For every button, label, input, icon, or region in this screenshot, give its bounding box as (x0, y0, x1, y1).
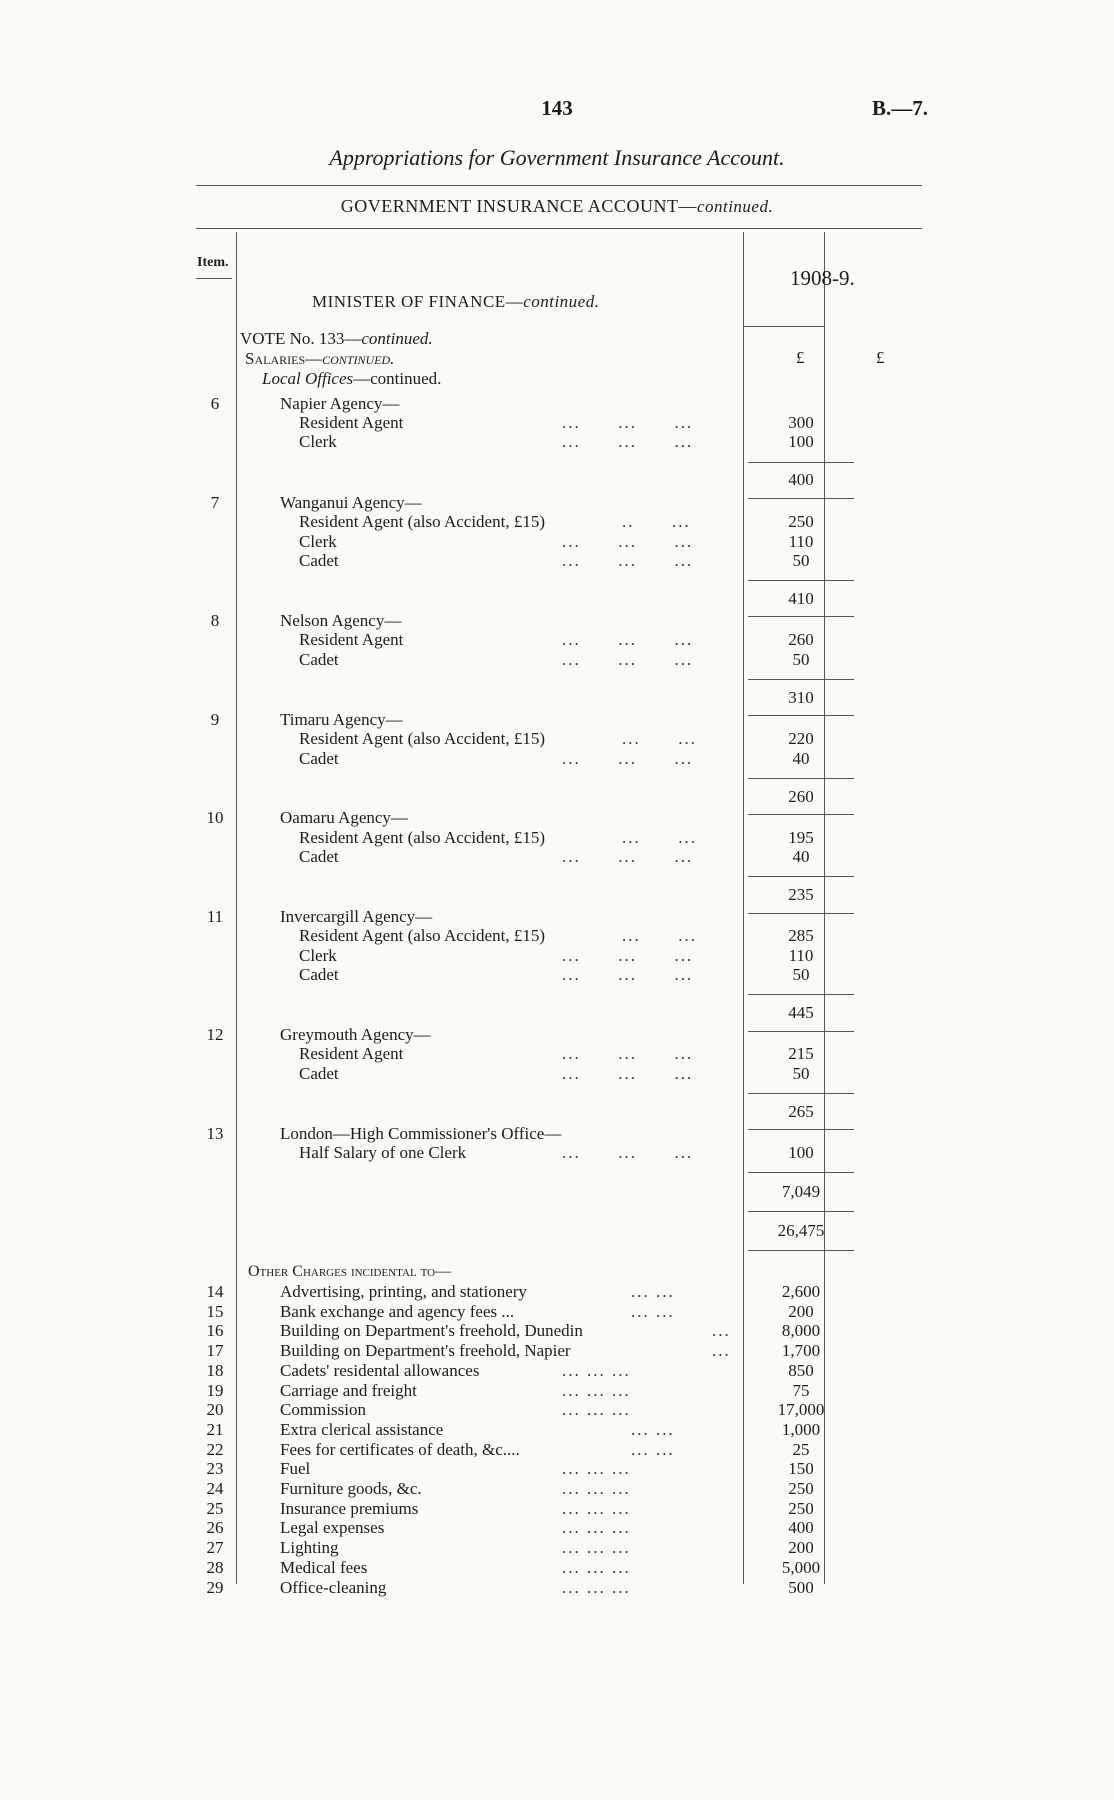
leader-dots: ... ... ... (562, 965, 694, 984)
leader-dots: ... ... ... (562, 1361, 631, 1380)
leader-dots: ... (712, 1321, 731, 1340)
minister-heading (312, 292, 599, 312)
charge-label: Carriage and freight (280, 1381, 417, 1400)
agency-total: 265 (788, 1102, 814, 1121)
charge-label: Cadets' residental allowances (280, 1361, 480, 1380)
fiscal-year-header: 1908-9. (790, 266, 855, 290)
item-number: 12 (206, 1025, 224, 1044)
leader-dots: ... ... ... (562, 946, 694, 965)
line-label: Clerk (299, 532, 337, 551)
line-label: Resident Agent (299, 413, 404, 432)
leader-dots: ... ... ... (562, 630, 694, 649)
subtotal-rule (748, 814, 854, 815)
charge-label: Fees for certificates of death, &c.... (280, 1440, 520, 1459)
charge-amount: 75 (792, 1381, 810, 1400)
charge-label: Fuel (280, 1459, 311, 1478)
subtotal-rule (748, 1172, 854, 1173)
charge-label: Legal expenses (280, 1518, 385, 1537)
leader-dots: ... ... ... (562, 1459, 631, 1478)
section-title-continued: continued. (696, 197, 774, 216)
item-number: 17 (206, 1341, 224, 1360)
agency-total: 260 (788, 787, 814, 806)
item-column-header: Item. (197, 255, 229, 270)
leader-dots: ... ... ... (562, 1518, 631, 1537)
charge-amount: 200 (788, 1302, 814, 1321)
line-label: Cadet (299, 1064, 339, 1083)
line-label: Resident Agent (also Accident, £15) (299, 926, 545, 945)
agency-total: 310 (788, 688, 814, 707)
leader-dots: ... ... ... (562, 432, 694, 451)
charge-amount: 250 (788, 1479, 814, 1498)
agency-title: Oamaru Agency— (280, 808, 408, 827)
item-number: 14 (206, 1282, 224, 1301)
line-amount: 100 (788, 432, 814, 451)
charge-label: Insurance premiums (280, 1499, 419, 1518)
leader-dots: ... ... ... (562, 1044, 694, 1063)
minister-heading-main: MINISTER OF FINANCE— (312, 292, 524, 311)
charge-amount: 5,000 (781, 1558, 821, 1577)
line-label: Cadet (299, 551, 339, 570)
page-title: Appropriations for Government Insurance Account. (329, 145, 785, 170)
agency-title: Greymouth Agency— (280, 1025, 431, 1044)
line-label: Resident Agent (also Accident, £15) (299, 512, 545, 531)
vote-heading (240, 329, 433, 349)
leader-dots: ... ... ... (562, 1538, 631, 1557)
agency-total: 235 (788, 885, 814, 904)
total-rule (748, 1250, 854, 1251)
charge-label: Advertising, printing, and stationery (280, 1282, 527, 1301)
section-title-main: GOVERNMENT INSURANCE ACCOUNT— (340, 196, 697, 216)
charge-amount: 17,000 (777, 1400, 825, 1419)
line-label: Clerk (299, 432, 337, 451)
charge-amount: 2,600 (781, 1282, 821, 1301)
line-label: Resident Agent (299, 630, 404, 649)
item-number: 28 (206, 1558, 224, 1577)
year-header-rule (743, 326, 824, 327)
charge-amount: 850 (788, 1361, 814, 1380)
line-label: Resident Agent (299, 1044, 404, 1063)
line-amount: 50 (792, 551, 810, 570)
leader-dots: ... ... ... (562, 1558, 631, 1577)
leader-dots: ... ... ... (562, 1578, 631, 1597)
local-offices-total: 7,049 (781, 1182, 821, 1201)
local-offices-heading (262, 369, 441, 389)
subtotal-rule (748, 580, 854, 581)
line-amount: 40 (792, 749, 810, 768)
line-amount: 285 (788, 926, 814, 945)
item-number: 8 (210, 611, 220, 630)
subtotal-rule (748, 913, 854, 914)
leader-dots: ... ... (622, 828, 697, 847)
item-number: 6 (210, 394, 220, 413)
title-rule (196, 185, 922, 186)
item-number: 22 (206, 1440, 224, 1459)
salaries-heading-continued: continued. (322, 349, 395, 368)
item-number: 10 (206, 808, 224, 827)
local-offices-heading-main: Local Offices (262, 369, 354, 388)
agency-title: Invercargill Agency— (280, 907, 433, 926)
agency-total: 410 (788, 589, 814, 608)
line-amount: 195 (788, 828, 814, 847)
salaries-total: 26,475 (777, 1221, 825, 1240)
item-number: 18 (206, 1361, 224, 1380)
item-number: 13 (206, 1124, 224, 1143)
agency-total: 400 (788, 470, 814, 489)
charge-amount: 8,000 (781, 1321, 821, 1340)
agency-total: 445 (788, 1003, 814, 1022)
total-rule (748, 1211, 854, 1212)
minister-heading-continued: continued. (523, 292, 600, 311)
line-amount: 50 (792, 1064, 810, 1083)
line-label: Resident Agent (also Accident, £15) (299, 729, 545, 748)
charge-label: Building on Department's freehold, Napier (280, 1341, 571, 1360)
charge-label: Commission (280, 1400, 366, 1419)
leader-dots: ... ... ... (562, 650, 694, 669)
item-number: 24 (206, 1479, 224, 1498)
vote-heading-continued: continued. (361, 329, 433, 348)
leader-dots: ... ... ... (562, 1479, 631, 1498)
subtotal-rule (748, 679, 854, 680)
leader-dots: ... ... ... (562, 749, 694, 768)
salaries-heading-main: Salaries— (245, 349, 323, 368)
leader-dots: ... ... (622, 926, 697, 945)
section-title (0, 196, 1114, 217)
item-number: 29 (206, 1578, 224, 1597)
line-label: Half Salary of one Clerk (299, 1143, 467, 1162)
item-number: 26 (206, 1518, 224, 1537)
item-number: 25 (206, 1499, 224, 1518)
item-number: 15 (206, 1302, 224, 1321)
charge-label: Extra clerical assistance (280, 1420, 444, 1439)
leader-dots: ... ... ... (562, 847, 694, 866)
charge-amount: 250 (788, 1499, 814, 1518)
leader-dots: ... ... (631, 1440, 675, 1459)
line-label: Clerk (299, 946, 337, 965)
line-amount: 100 (788, 1143, 814, 1162)
subtotal-rule (748, 778, 854, 779)
line-amount: 40 (792, 847, 810, 866)
subtotal-rule (748, 1031, 854, 1032)
line-amount: 215 (788, 1044, 814, 1063)
agency-title: Nelson Agency— (280, 611, 402, 630)
amount-column-left-divider (743, 232, 744, 1584)
other-charges-heading: Other Charges incidental to— (248, 1263, 452, 1280)
line-amount: 50 (792, 965, 810, 984)
charge-amount: 1,700 (781, 1341, 821, 1360)
leader-dots: ... ... (622, 729, 697, 748)
pound-symbol-column-2: £ (876, 348, 885, 367)
item-number: 19 (206, 1381, 224, 1400)
line-label: Cadet (299, 749, 339, 768)
subtotal-rule (748, 994, 854, 995)
subtotal-rule (748, 498, 854, 499)
item-number: 20 (206, 1400, 224, 1419)
leader-dots: ... ... (631, 1420, 675, 1439)
subtotal-rule (748, 462, 854, 463)
charge-label: Lighting (280, 1538, 339, 1557)
charge-amount: 200 (788, 1538, 814, 1557)
leader-dots: ... ... (631, 1282, 675, 1301)
subtotal-rule (748, 616, 854, 617)
table-top-rule (196, 228, 922, 229)
line-amount: 110 (788, 946, 814, 965)
leader-dots: ... ... ... (562, 551, 694, 570)
vote-heading-main: VOTE No. 133— (240, 329, 362, 348)
leader-dots: ... ... (631, 1302, 675, 1321)
item-number: 23 (206, 1459, 224, 1478)
line-label: Resident Agent (also Accident, £15) (299, 828, 545, 847)
item-number: 9 (210, 710, 220, 729)
line-amount: 300 (788, 413, 814, 432)
local-offices-heading-continued: —continued. (353, 369, 442, 388)
charge-label: Furniture goods, &c. (280, 1479, 422, 1498)
leader-dots: ... ... ... (562, 1499, 631, 1518)
line-label: Cadet (299, 965, 339, 984)
subtotal-rule (748, 715, 854, 716)
item-number: 11 (206, 907, 224, 926)
agency-title: London—High Commissioner's Office— (280, 1124, 562, 1143)
item-number: 7 (210, 493, 220, 512)
charge-amount: 1,000 (781, 1420, 821, 1439)
line-label: Cadet (299, 847, 339, 866)
charge-amount: 400 (788, 1518, 814, 1537)
leader-dots: ... ... ... (562, 532, 694, 551)
leader-dots: ... ... ... (562, 1381, 631, 1400)
line-amount: 250 (788, 512, 814, 531)
agency-title: Wanganui Agency— (280, 493, 422, 512)
leader-dots: ... ... ... (562, 1064, 694, 1083)
charge-amount: 25 (792, 1440, 810, 1459)
line-amount: 110 (788, 532, 814, 551)
leader-dots: ... ... ... (562, 413, 694, 432)
charge-label: Office-cleaning (280, 1578, 387, 1597)
leader-dots: ... ... ... (562, 1143, 694, 1162)
agency-title: Timaru Agency— (280, 710, 403, 729)
item-header-rule (196, 278, 232, 279)
line-amount: 220 (788, 729, 814, 748)
leader-dots: .. ... (622, 512, 691, 531)
charge-amount: 500 (788, 1578, 814, 1597)
charge-label: Medical fees (280, 1558, 368, 1577)
salaries-heading (245, 349, 394, 369)
charge-label: Building on Department's freehold, Dunedin (280, 1321, 583, 1340)
leader-dots: ... (712, 1341, 731, 1360)
item-number: 27 (206, 1538, 224, 1557)
subtotal-rule (748, 1129, 854, 1130)
line-amount: 50 (792, 650, 810, 669)
leader-dots: ... ... ... (562, 1400, 631, 1419)
subtotal-rule (748, 876, 854, 877)
charge-amount: 150 (788, 1459, 814, 1478)
agency-title: Napier Agency— (280, 394, 400, 413)
item-number: 16 (206, 1321, 224, 1340)
item-number: 21 (206, 1420, 224, 1439)
document-reference-code: B.—7. (871, 96, 928, 120)
line-amount: 260 (788, 630, 814, 649)
pound-symbol-column-1: £ (796, 348, 805, 367)
page-number: 143 (541, 96, 573, 120)
charge-label: Bank exchange and agency fees ... (280, 1302, 515, 1321)
line-label: Cadet (299, 650, 339, 669)
subtotal-rule (748, 1093, 854, 1094)
